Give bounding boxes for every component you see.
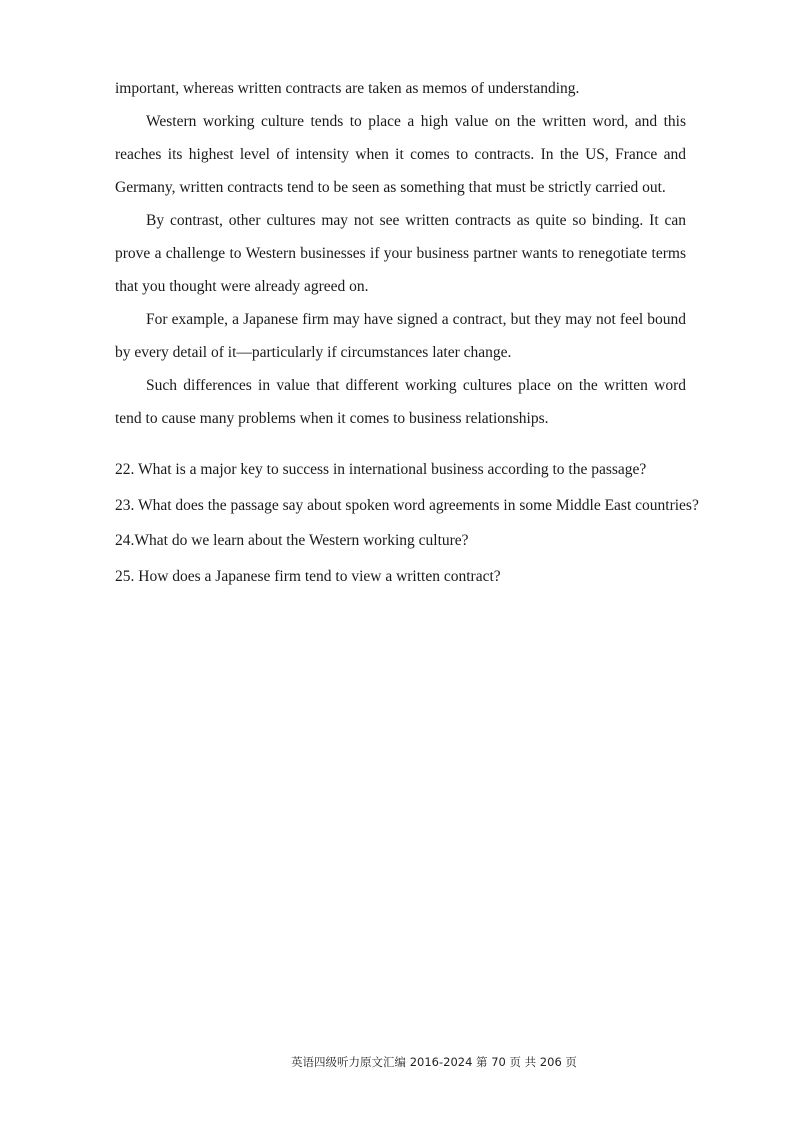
question-item: 24.What do we learn about the Western working culture?	[115, 532, 469, 549]
passage-paragraph: Such differences in value that different working cultures place on the written word tend to cause many problems when it comes to business relationships.	[115, 377, 686, 427]
question-item: 23. What does the passage say about spoken word agreements in some Middle East countries?	[115, 496, 699, 514]
passage-text	[115, 72, 686, 435]
passage-paragraph: By contrast, other cultures may not see written contracts as quite so binding. It can prove a challenge to Western businesses if your business partner wants to renegotiate terms that you thought were already agreed on.	[115, 212, 686, 295]
passage-paragraph-continuation: important, whereas written contracts are taken as memos of understanding.	[115, 80, 580, 97]
question-list	[115, 452, 705, 594]
passage-paragraph: Western working culture tends to place a high value on the written word, and this reaches its highest level of intensity when it comes to contracts. In the US, France and Germany, written contracts tend to be seen as something that must be strictly carried out.	[115, 113, 686, 196]
question-item: 25. How does a Japanese firm tend to view a written contract?	[115, 567, 501, 585]
question-item: 22. What is a major key to success in international business according to the passage?	[115, 461, 647, 478]
page-footer: 英语四级听力原文汇编 2016-2024 第 70 页 共 206 页	[291, 1055, 577, 1069]
passage-paragraph: For example, a Japanese firm may have signed a contract, but they may not feel bound by every detail of it—particularly if circumstances later change.	[115, 311, 686, 361]
